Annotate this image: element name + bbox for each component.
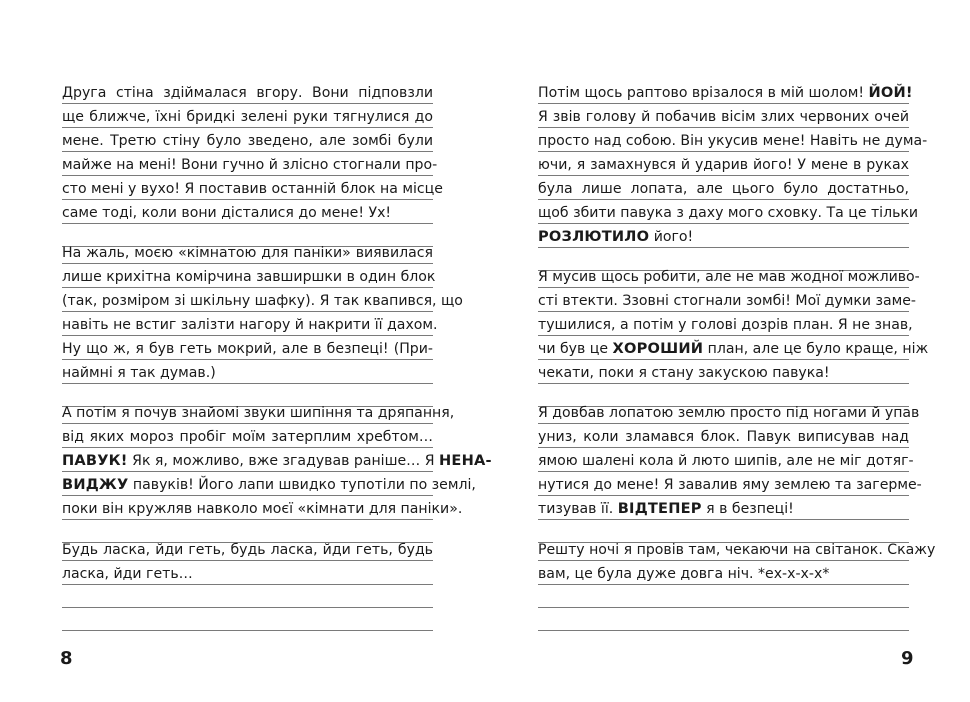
blank-ruled-line [538,585,909,608]
text-line: Решту ночі я провів там, чекаючи на світанок. Скажу [538,537,909,561]
text-line: мене. Третю стіну було зведено, але зомбі були [62,128,433,152]
paragraph [538,264,929,407]
blank-ruled-line [62,585,433,608]
text-line: нутися до мене! Я завалив яму землею та загерме- [538,472,909,496]
text-line: Я довбав лопатою землю просто під ногами й упав [538,400,909,424]
text-line: поки він кружляв навколо моєї «кімнати для паніки». [62,496,433,520]
text-line: майже на мені! Вони гучно й злісно стогнали про- [62,152,433,176]
paragraph [62,400,492,543]
text-line: тизував її. ВІДТЕПЕР я в безпеці! [538,496,909,520]
text-line: саме тоді, коли вони дісталися до мене! Ух! [62,200,433,224]
text-line: тушилися, а потім у голові дозрів план. Я не знав, [538,312,909,336]
text-line: (так, розміром зі шкільну шафку). Я так квапився, що [62,288,433,312]
text-line: ПАВУК! Як я, можливо, вже згадував раніше… Я НЕНА- [62,448,433,472]
page-number: 9 [901,648,914,669]
paragraph [538,80,928,271]
text-line: наймні я так думав.) [62,360,433,384]
text-line: ючи, я замахнувся й ударив його! У мене в руках [538,152,909,176]
text-line: була лише лопата, але цього було достатньо, [538,176,909,200]
paragraph [62,240,463,407]
text-line: Я звів голову й побачив вісім злих червоних очей [538,104,909,128]
blank-ruled-line [538,608,909,631]
text-line: униз, коли зламався блок. Павук виписував над [538,424,909,448]
text-line: від яких мороз пробіг моїм затерплим хребтом… [62,424,433,448]
paragraph [538,400,922,543]
text-line: чекати, поки я стану закускою павука! [538,360,909,384]
text-line: Друга стіна здіймалася вгору. Вони підповзли [62,80,433,104]
text-line: щоб збити павука з даху мого сховку. Та це тільки [538,200,909,224]
text-line: ще ближче, їхні бридкі зелені руки тягнулися до [62,104,433,128]
text-line: Потім щось раптово врізалося в мій шолом! ЙОЙ! [538,80,909,104]
text-line: сті втекти. Ззовні стогнали зомбі! Мої думки заме- [538,288,909,312]
text-line: чи був це ХОРОШИЙ план, але це було краще, ніж [538,336,909,360]
text-line: Будь ласка, йди геть, будь ласка, йди геть, будь [62,537,433,561]
paragraph [62,537,433,631]
text-line: А потім я почув знайомі звуки шипіння та дряпання, [62,400,433,424]
text-line: РОЗЛЮТИЛО його! [538,224,909,248]
text-line: лише крихітна комірчина завширшки в один блок [62,264,433,288]
text-line: Ну що ж, я був геть мокрий, але в безпеці! (При- [62,336,433,360]
paragraph [62,80,443,247]
text-line: сто мені у вухо! Я поставив останній блок на місце [62,176,433,200]
text-line: навіть не встиг залізти нагору й накрити її дахом. [62,312,433,336]
text-line: На жаль, моєю «кімнатою для паніки» виявилася [62,240,433,264]
paragraph [538,537,936,631]
text-line: ямою шалені кола й люто шипів, але не міг дотяг- [538,448,909,472]
blank-ruled-line [62,608,433,631]
page-number: 8 [60,648,73,669]
text-line: вам, це була дуже довга ніч. *ех-х-х-х* [538,561,909,585]
text-line: Я мусив щось робити, але не мав жодної можливо- [538,264,909,288]
text-line: просто над собою. Він укусив мене! Навіть не дума- [538,128,909,152]
text-line: ласка, йди геть… [62,561,433,585]
right-page [485,0,970,702]
text-line: ВИДЖУ павуків! Його лапи швидко тупотіли по землі, [62,472,433,496]
